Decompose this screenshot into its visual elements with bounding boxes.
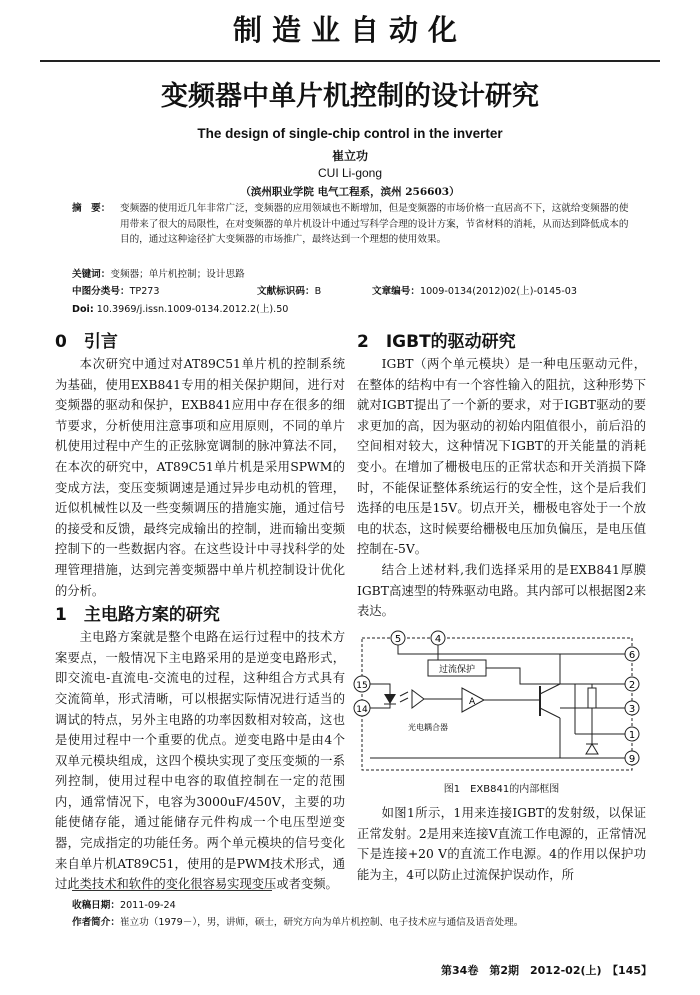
pin-4-label: 4: [434, 634, 442, 645]
section-0-paragraph: 本次研究中通过对AT89C51单片机的控制系统为基础，使用EXB841专用的相关保护期间，进行对变频器的驱动和保护，EXB841应用中存在很多的细节要求，分析使用注意事项和应用原则，不同的单片机使用过程中产生的正弦脉宽调制的脉冲算法不同，在本次的研究中，AT89C51单片机是采用SPWM的变成方法，变压变频调速是通过异步电动机的管理，近似机械性以及一些变频调压的措施实施，通过信号的接受和反馈，最终完成输出的控制，进而输出变频控制下的一些数据内容。在这些设计中寻找科学的处理管理措施，达到完善变频器中单片机控制设计优化的分析。: [55, 357, 345, 598]
overcurrent-protection-label: 过流保护: [438, 665, 476, 675]
light-ray-2: [400, 698, 408, 702]
section-2-paragraph-3: 如图1所示，1用来连接IGBT的发射级，以保证正常发射。2是用来连接V直流工作电源的，正常情况下是连接+20 V的直流工作电源。4的作用以保护功能为主，4可以防止过流保护误动作，所: [357, 806, 646, 882]
received-label: 收稿日期：: [72, 900, 120, 911]
article-meta: [72, 284, 632, 300]
abstract-label: 摘 要：: [72, 203, 111, 214]
resistor: [588, 688, 596, 708]
author-bio: [72, 915, 652, 931]
document-code-label: 文献标识码：: [257, 286, 315, 297]
pin-1-label: 1: [628, 730, 636, 741]
section-2-paragraph-2: 结合上述材料,我们选择采用的是EXB841厚膜IGBT高速型的特殊驱动电路。其内部可以根据图2来表达。: [357, 562, 646, 619]
wire-overcurrent: [486, 668, 625, 684]
pin-9-label: 9: [628, 754, 636, 765]
pin-15-label: 15: [356, 681, 368, 691]
keywords: [72, 267, 632, 283]
right-column-upper: [357, 330, 646, 622]
section-2-heading: 2 IGBT的驱动研究: [357, 332, 516, 352]
classification-value: TP273: [129, 286, 160, 297]
classification-label: 中图分类号：: [72, 286, 130, 297]
figure-caption: 图1 EXB841的内部框图: [443, 784, 560, 795]
wire-pin5: [398, 645, 625, 654]
author-affiliation: （滨州职业学院 电气工程系，滨州 256603）: [240, 186, 460, 198]
optocoupler-label: 光电耦合器: [408, 723, 448, 732]
transistor-emitter-upper: [540, 708, 560, 718]
abstract-text: 变频器的使用近几年非常广泛，变频器的应用领域也不断增加，但是变频器的市场价格一直居高不下，这就给变频器的使用带来了很大的局限性，在对变频器的单片机设计中通过写科学合理的设计方案，节省材料的消耗，从而达到降低成本的目的，通过这种途径扩大变频器的市场推广，最终达到一个理想的使用效果。: [120, 203, 629, 245]
header-rule: [40, 60, 660, 62]
right-column-lower: [357, 803, 646, 885]
pin-6-label: 6: [628, 650, 636, 661]
pin-2-label: 2: [628, 680, 636, 691]
zener-diode: [586, 744, 598, 754]
article-number-label: 文章编号：: [372, 286, 420, 297]
keywords-text: 变频器；单片机控制；设计思路: [110, 269, 245, 280]
pin-5-label: 5: [394, 634, 402, 645]
footnote-rule: [72, 890, 272, 891]
optocoupler-led: [384, 694, 396, 704]
document-code: [257, 284, 321, 300]
wire-pin14: [370, 702, 390, 708]
received-value: 2011-09-24: [119, 900, 176, 911]
pin-14-label: 14: [356, 705, 368, 715]
light-ray-1: [400, 692, 408, 696]
article-number-value: 1009-0134(2012)02(上)-0145-03: [419, 286, 577, 297]
bio-text: 崔立功（1979－），男，讲师，硕士，研究方向为单片机控制、电子技术应与通信及语音处理。: [119, 917, 524, 928]
doi-value: 10.3969/j.issn.1009-0134.2012.2(上).50: [96, 304, 289, 315]
doi: [72, 302, 632, 318]
abstract: [72, 201, 632, 248]
transistor-collector-upper: [540, 684, 560, 694]
keywords-label: 关键词：: [72, 269, 111, 280]
left-column: [55, 330, 345, 895]
section-1-heading: 1 主电路方案的研究: [55, 605, 220, 626]
section-2-paragraph-1: IGBT（两个单元模块）是一种电压驱动元件，在整体的结构中有一个容性输入的阻抗，这种形势下就对IGBT提出了一个新的要求，对于IGBT驱动的要求更加的高，因为驱动的初始内阻值很小，前后沿的空间相对较大，这种情况下IGBT的开关能量的消耗变小。在增加了栅极电压的正常状态和开关消损下降时，不能保证整体系统运行的安全性，这个是后我们选择的电压是15V。切点开关，栅极电容处于一个放电的状态，这时候要给栅极电压加负偏压，是电压值控制在-5V。: [357, 357, 646, 557]
classification: [72, 284, 160, 300]
received-date: [72, 898, 632, 914]
page-info: 第34卷 第2期 2012-02(上) 【145】: [441, 964, 652, 977]
section-1-paragraph: 主电路方案就是整个电路在运行过程中的技术方案要点，一般情况下主电路采用的是逆变电路形式，即交流电-直流电-交流电的过程，这种组合方式具有交流简单，形式清晰，可以根据实际情况进行适当的调试的特点，另外主电路的功率因数相对较高，这也是使用过程中一个重要的优点。逆变电路中是由4个双单元模块组成，这四个模块实现了变压变频的一系列控制，使用过程中电容的取值控制在一定的范围内，通常情况下，电容为3000uF/450V，主要的功能使储存能，通过能储存元件构成一个电压型逆变器，完成指定的功能任务。两个单元模块的信号变化来自单片机AT89C51，使用的是PWM技术形式，通过此类技术和软件的变化很容易实现变压或者变频。: [55, 630, 345, 892]
journal-name: 制造业自动化: [232, 13, 467, 47]
exb841-block-diagram: [350, 626, 660, 774]
doi-label: Doi:: [72, 304, 94, 315]
document-code-value: B: [314, 286, 322, 297]
paper-title-en: The design of single-chip control in the inverter: [197, 126, 503, 141]
author-name-en: CUI Li-gong: [317, 166, 383, 180]
pin-3-label: 3: [628, 704, 636, 715]
bio-label: 作者简介：: [72, 917, 120, 928]
paper-title-cn: 变频器中单片机控制的设计研究: [161, 81, 539, 112]
section-0-heading: 0 引言: [55, 332, 118, 352]
author-name-cn: 崔立功: [331, 149, 368, 163]
optocoupler-receiver: [412, 690, 424, 708]
amplifier-label: A: [469, 697, 476, 707]
article-number: [372, 284, 577, 300]
